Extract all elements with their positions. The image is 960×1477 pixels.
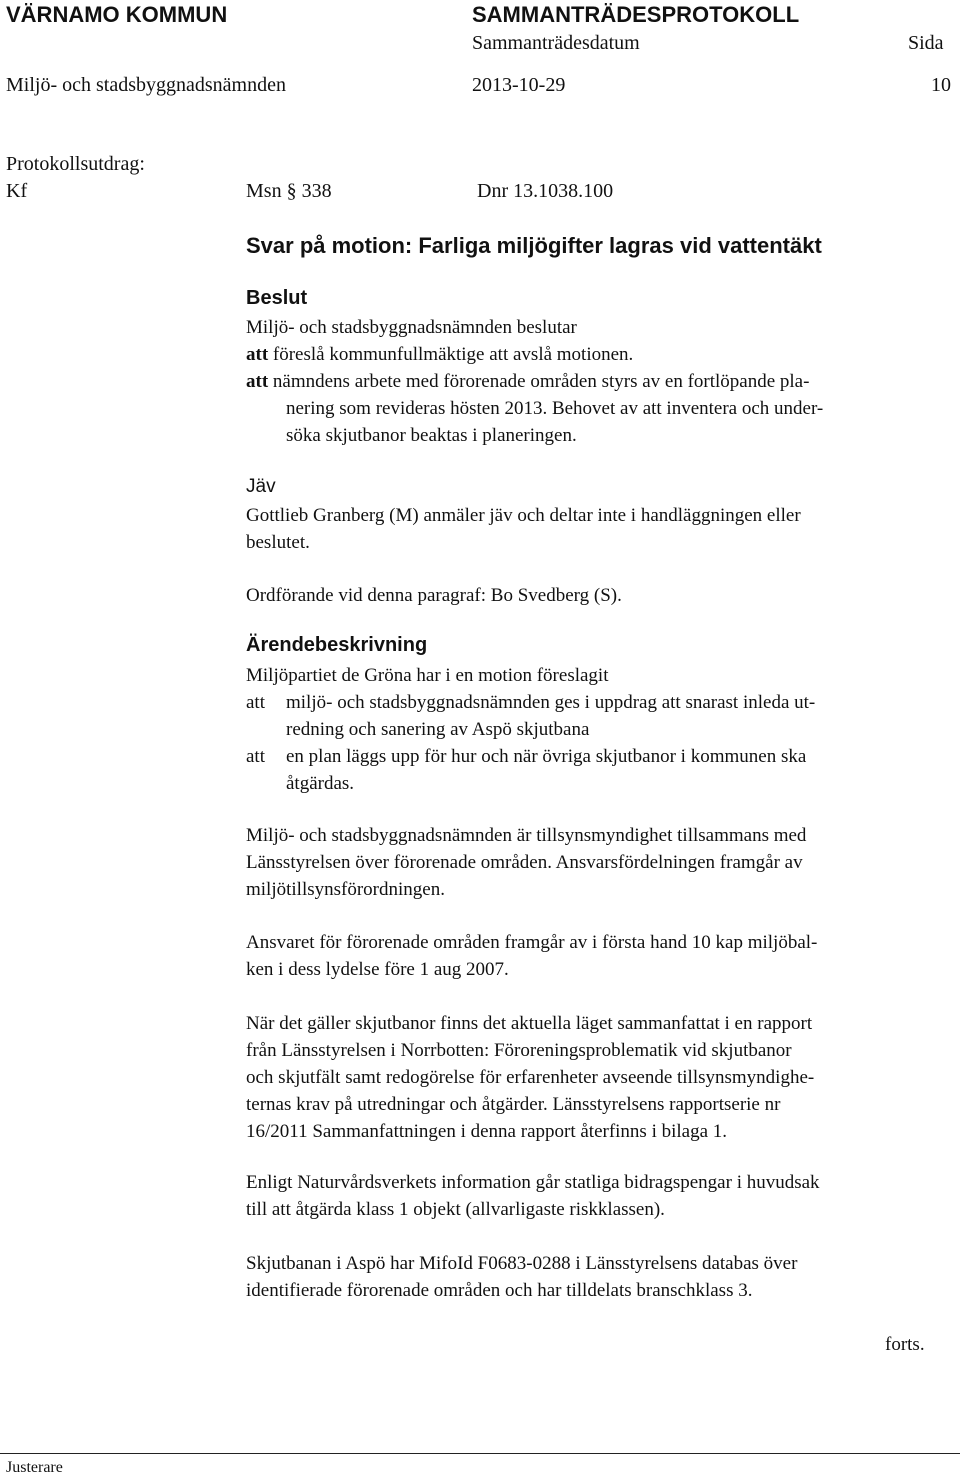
decision-item-text: föreslå kommunfullmäktige att avslå motionen. <box>272 344 634 365</box>
page-number: 10 <box>931 74 951 96</box>
body-line: Enligt Naturvårdsverkets information går statliga bidragspengar i huvudsak <box>246 1172 820 1193</box>
conflict-line: beslutet. <box>246 532 310 553</box>
motion-item-line: åtgärdas. <box>286 773 355 794</box>
conflict-text <box>246 502 936 556</box>
page-title: Svar på motion: Farliga miljögifter lagras vid vattentäkt <box>246 233 822 258</box>
continued-marker: forts. <box>885 1334 925 1355</box>
meeting-date: 2013-10-29 <box>472 74 566 96</box>
extract-recipient: Kf <box>6 180 28 202</box>
att-label: att <box>246 371 269 392</box>
att-label: att <box>246 344 269 365</box>
justerare-label: Justerare <box>6 1459 63 1476</box>
committee-name: Miljö- och stadsbyggnadsnämnden <box>6 74 286 96</box>
motion-item-line: miljö- och stadsbyggnadsnämnden ges i uppdrag att snarast inleda ut- <box>286 692 816 713</box>
decision-item-continuation: nering som revideras hösten 2013. Behovet av att inventera och under- <box>286 398 824 419</box>
case-description-heading: Ärendebeskrivning <box>246 634 428 656</box>
case-intro: Miljöpartiet de Gröna har i en motion föreslagit <box>246 665 609 686</box>
diary-number: Dnr 13.1038.100 <box>477 180 614 202</box>
decision-item-text: nämndens arbete med förorenade områden styrs av en fortlöpande pla- <box>272 371 810 392</box>
page-label: Sida <box>908 32 944 54</box>
decision-item <box>246 368 936 395</box>
footer-divider <box>0 1453 960 1454</box>
body-paragraph <box>246 1010 936 1145</box>
body-line: Miljö- och stadsbyggnadsnämnden är tillsynsmyndighet tillsammans med <box>246 825 807 846</box>
decision-item <box>246 341 936 368</box>
body-line: Ansvaret för förorenade områden framgår av i första hand 10 kap miljöbal- <box>246 932 818 953</box>
body-line: 16/2011 Sammanfattningen i denna rapport återfinns i bilaga 1. <box>246 1121 728 1142</box>
body-line: ternas krav på utredningar och åtgärder. Länsstyrelsens rapportserie nr <box>246 1094 781 1115</box>
document-type: SAMMANTRÄDESPROTOKOLL <box>472 2 800 27</box>
body-line: Länsstyrelsen över förorenade områden. Ansvarsfördelningen framgår av <box>246 852 803 873</box>
decision-item-continuation: söka skjutbanor beaktas i planeringen. <box>286 425 577 446</box>
body-paragraph <box>246 1169 936 1223</box>
body-line: miljötillsynsförordningen. <box>246 879 445 900</box>
body-line: identifierade förorenade områden och har tilldelats branschklass 3. <box>246 1280 753 1301</box>
att-label: att <box>246 692 265 713</box>
body-line: ken i dess lydelse före 1 aug 2007. <box>246 959 509 980</box>
motion-item-line: redning och sanering av Aspö skjutbana <box>286 719 590 740</box>
body-line: och skjutfält samt redogörelse för erfarenheter avseende tillsynsmyndighe- <box>246 1067 815 1088</box>
org-name: VÄRNAMO KOMMUN <box>6 2 228 27</box>
body-line: till att åtgärda klass 1 objekt (allvarligaste riskklassen). <box>246 1199 665 1220</box>
conflict-heading: Jäv <box>246 476 276 497</box>
meeting-date-label: Sammanträdesdatum <box>472 32 640 54</box>
body-line: När det gäller skjutbanor finns det aktuella läget sammanfattat i en rapport <box>246 1013 813 1034</box>
chair-statement: Ordförande vid denna paragraf: Bo Svedberg (S). <box>246 585 622 606</box>
decision-heading: Beslut <box>246 287 308 309</box>
att-label: att <box>246 746 265 767</box>
motion-item-line: en plan läggs upp för hur och när övriga skjutbanor i kommunen ska <box>286 746 807 767</box>
body-paragraph <box>246 822 936 903</box>
body-paragraph <box>246 1250 936 1304</box>
decision-section <box>246 314 936 449</box>
paragraph-number: Msn § 338 <box>246 180 332 202</box>
conflict-line: Gottlieb Granberg (M) anmäler jäv och deltar inte i handläggningen eller <box>246 505 801 526</box>
body-line: Skjutbanan i Aspö har MifoId F0683-0288 i Länsstyrelsens databas över <box>246 1253 798 1274</box>
decision-intro: Miljö- och stadsbyggnadsnämnden beslutar <box>246 317 577 338</box>
body-line: från Länsstyrelsen i Norrbotten: Föroreningsproblematik vid skjutbanor <box>246 1040 792 1061</box>
body-paragraph <box>246 929 936 983</box>
extract-label: Protokollsutdrag: <box>6 153 145 175</box>
